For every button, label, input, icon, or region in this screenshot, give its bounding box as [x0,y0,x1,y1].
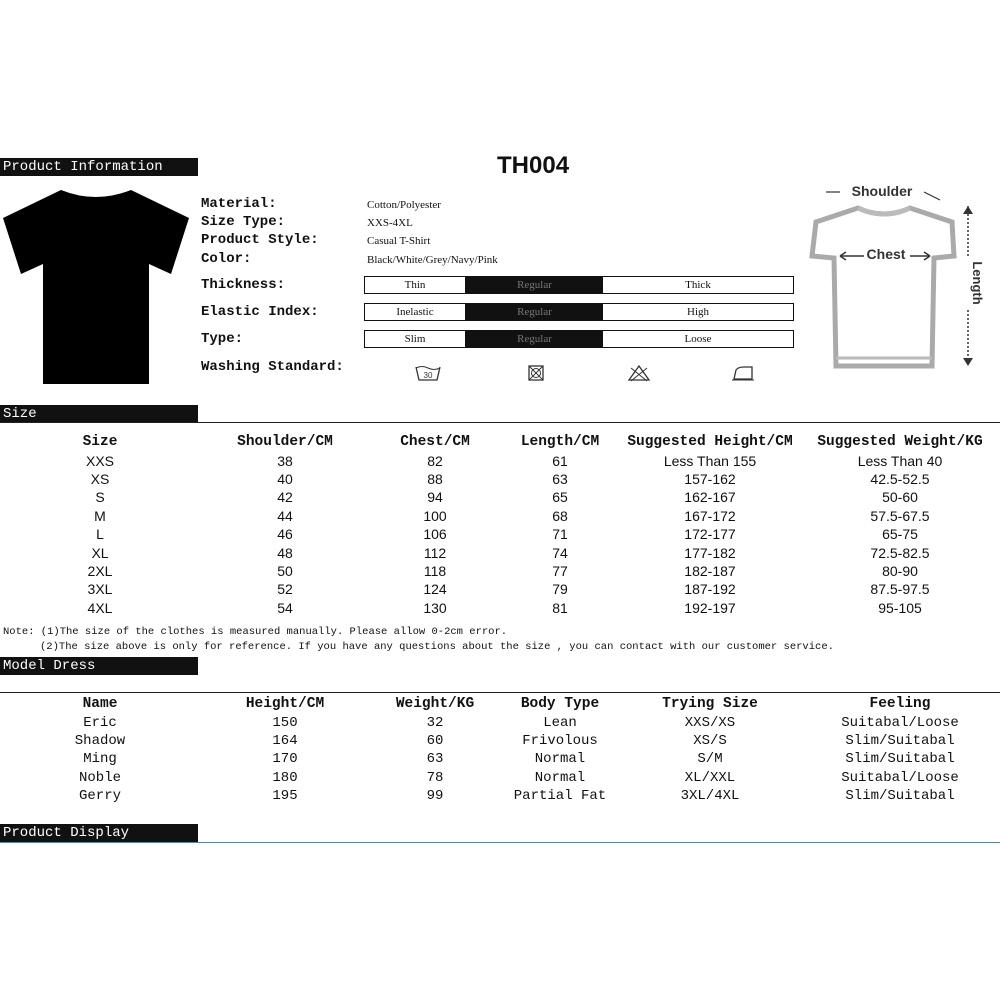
table-cell: Gerry [78,788,121,805]
table-row [0,769,1000,787]
scale-label: Thickness: [201,277,286,293]
scale-bar [364,303,794,321]
no-tumble-dry-icon [522,364,550,382]
table-cell: 78 [426,769,444,786]
column-header: Size [82,434,118,451]
table-cell: S [95,489,105,506]
table-cell: 50-60 [882,489,918,506]
table-cell: 167-172 [684,507,736,524]
table-cell: 87.5-97.5 [870,581,930,598]
table-cell: S/M [697,751,723,768]
table-cell: 112 [423,544,447,561]
table-cell: 182-187 [684,562,736,579]
column-header: Weight/KG [395,696,475,713]
table-cell: Eric [83,714,117,731]
spec-label: Material: [201,196,277,212]
note-1: Note: (1)The size of the clothes is measured manually. Please allow 0-2cm error. [3,626,508,638]
scale-label: Type: [201,331,244,347]
column-header: Suggested Weight/KG [817,434,983,451]
table-row [0,507,1000,525]
scale-option: High [687,306,709,318]
table-cell: 106 [423,526,447,543]
table-cell: L [96,526,104,543]
table-cell: 50 [277,562,293,579]
scale-bar [364,330,794,348]
table-cell: Frivolous [522,732,598,749]
table-cell: Noble [78,769,121,786]
table-cell: Suitabal/Loose [841,714,959,731]
table-row [0,599,1000,617]
scale-option: Loose [684,333,712,345]
table-cell: 79 [552,581,568,598]
table-row [0,732,1000,750]
table-cell: M [94,507,106,524]
table-cell: 42 [277,489,293,506]
table-cell: 44 [277,507,293,524]
table-cell: Lean [543,714,577,731]
spec-value: Cotton/Polyester [367,199,441,211]
table-cell: 157-162 [684,470,736,487]
table-cell: 81 [552,599,568,616]
table-cell: 124 [423,581,447,598]
measurement-diagram [806,180,985,380]
column-header: Chest/CM [400,434,470,451]
column-header: Feeling [869,696,931,713]
scale-option: Slim [365,331,466,347]
table-cell: 60 [426,732,444,749]
scale-option: Regular [466,331,603,347]
table-cell: 61 [552,452,568,469]
table-cell: Slim/Suitabal [845,751,955,768]
table-cell: 32 [426,714,444,731]
shoulder-label: Shoulder [851,183,913,199]
no-bleach-icon [625,364,653,382]
column-header: Height/CM [245,696,325,713]
spec-label: Color: [201,251,252,267]
wash-30-icon [414,364,442,382]
table-cell: 63 [426,751,444,768]
table-cell: Less Than 40 [857,452,943,469]
table-cell: 3XL [87,581,113,598]
table-cell: 46 [277,526,293,543]
table-cell: 4XL [87,599,113,616]
spec-value: Casual T-Shirt [367,235,431,247]
size-table [0,433,1000,617]
table-cell: XXS [85,452,114,469]
table-cell: 74 [552,544,568,561]
svg-text:30: 30 [423,371,433,380]
table-cell: Ming [83,751,117,768]
table-row [0,488,1000,506]
table-cell: 130 [423,599,447,616]
table-cell: 162-167 [684,489,736,506]
column-header: Body Type [520,696,600,713]
column-header: Suggested Height/CM [627,434,793,451]
table-cell: Partial Fat [513,788,607,805]
table-cell: 100 [423,507,447,524]
scale-option: Regular [466,304,603,320]
table-cell: 82 [427,452,443,469]
table-cell: XL [91,544,109,561]
column-header: Shoulder/CM [237,434,333,451]
washing-standard-label: Washing Standard: [201,359,344,375]
table-cell: Normal [534,769,586,786]
section-product-display: Product Display [0,824,198,842]
black-tshirt-image [3,188,189,384]
table-cell: XS/S [693,732,727,749]
table-cell: 187-192 [684,581,736,598]
table-cell: 88 [427,470,443,487]
table-cell: XS [90,470,110,487]
table-cell: 172-177 [684,526,736,543]
table-cell: 177-182 [684,544,736,561]
table-cell: 195 [272,788,298,805]
section-model-dress: Model Dress [0,657,198,675]
iron-icon [730,364,758,382]
table-cell: 170 [272,751,298,768]
table-row [0,580,1000,598]
table-cell: 48 [277,544,293,561]
table-cell: 42.5-52.5 [870,470,930,487]
table-cell: 99 [426,788,444,805]
table-row [0,470,1000,488]
spec-label: Product Style: [201,232,319,248]
table-cell: 95-105 [878,599,922,616]
product-code-title: TH004 [497,152,570,179]
table-cell: 40 [277,470,293,487]
accent-divider [0,842,1000,843]
table-cell: 52 [277,581,293,598]
table-row [0,787,1000,805]
scale-label: Elastic Index: [201,304,319,320]
table-cell: 68 [552,507,568,524]
table-cell: 63 [552,470,568,487]
table-cell: 118 [423,562,447,579]
spec-value: Black/White/Grey/Navy/Pink [367,254,498,266]
table-cell: 57.5-67.5 [870,507,930,524]
table-cell: Less Than 155 [663,452,757,469]
table-cell: 80-90 [882,562,918,579]
table-cell: 94 [427,489,443,506]
scale-option: Inelastic [365,304,466,320]
chest-label: Chest [866,246,906,262]
table-row [0,562,1000,580]
table-cell: Slim/Suitabal [845,732,955,749]
scale-option: Thick [685,279,711,291]
table-cell: 54 [277,599,293,616]
table-cell: 150 [272,714,298,731]
table-row [0,451,1000,469]
table-cell: 192-197 [684,599,736,616]
table-cell: Suitabal/Loose [841,769,959,786]
table-row [0,525,1000,543]
column-header: Length/CM [520,434,600,451]
table-cell: 65-75 [882,526,918,543]
table-row [0,750,1000,768]
scale-option: Regular [466,277,603,293]
table-cell: 164 [272,732,298,749]
table-cell: 3XL/4XL [680,788,740,805]
table-cell: XL/XXL [684,769,736,786]
section-size: Size [0,405,198,423]
model-table [0,695,1000,805]
scale-bar [364,276,794,294]
table-cell: 77 [552,562,568,579]
scale-option: Thin [365,277,466,293]
spec-value: XXS-4XL [367,217,413,229]
section-product-info: Product Information [0,158,198,176]
table-cell: 65 [552,489,568,506]
spec-label: Size Type: [201,214,286,230]
table-cell: XXS/XS [684,714,736,731]
table-row [0,713,1000,731]
note-2: (2)The size above is only for reference. If you have any questions about the size , you can contact with our customer service. [40,641,834,653]
length-label: Length [970,261,985,305]
table-cell: 71 [552,526,568,543]
table-row [0,543,1000,561]
table-cell: Slim/Suitabal [845,788,955,805]
table-cell: 180 [272,769,298,786]
table-cell: Shadow [74,732,126,749]
table-cell: 72.5-82.5 [870,544,930,561]
table-cell: 38 [277,452,293,469]
column-header: Trying Size [662,696,758,713]
table-cell: Normal [534,751,586,768]
table-cell: 2XL [87,562,113,579]
column-header: Name [82,696,118,713]
